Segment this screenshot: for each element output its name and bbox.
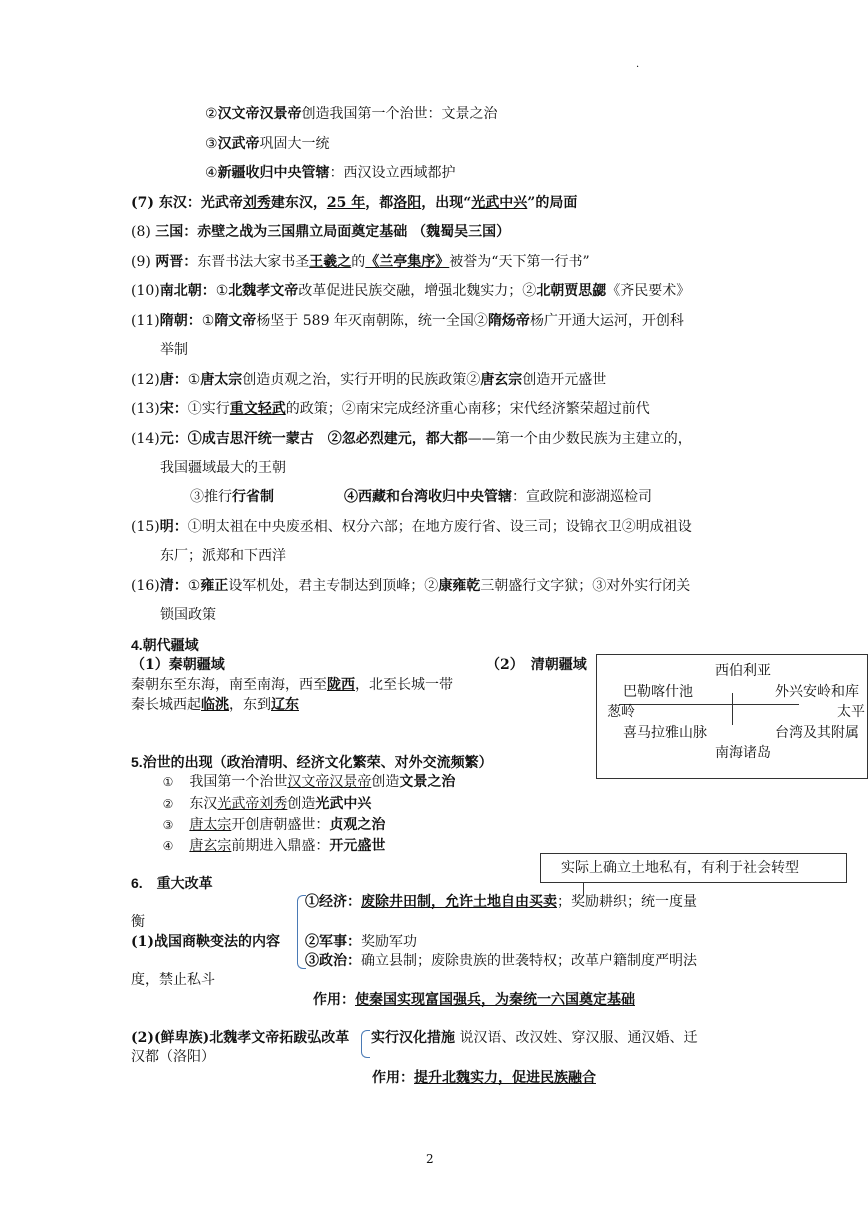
text: 前期进入鼎盛： xyxy=(231,838,330,854)
item-text: 创造开元盛世 xyxy=(522,372,607,388)
item-text: ①明太祖在中央废丞相、权分六部；在地方废行省、设三司；设锦衣卫②明成祖设 xyxy=(187,519,692,535)
item-emphasis: 北朝贾思勰 xyxy=(536,283,607,299)
shang-politics xyxy=(305,951,697,971)
item-label: 南北朝： xyxy=(159,283,216,299)
section-title-reforms: 6. 重大改革 xyxy=(131,875,213,891)
xiaowen-measures-cont: 汉都（洛阳） xyxy=(131,1049,215,1065)
item-xinjiang xyxy=(205,163,456,183)
item-ming xyxy=(131,517,692,537)
item-label: 清： xyxy=(159,578,188,594)
shang-economy-cont: 衡 xyxy=(131,914,145,930)
item-label: 隋朝： xyxy=(159,313,202,329)
item-text: 创造贞观之治，实行开明的民族政策② xyxy=(242,372,481,388)
list-marker: ④ xyxy=(162,839,174,853)
label: ②军事： xyxy=(305,934,361,950)
item-text: 改革促进民族交融，增强北魏实力；② xyxy=(298,283,537,299)
text: 秦朝东至东海，南至南海，西至 xyxy=(131,677,327,693)
item-song xyxy=(131,399,650,419)
item-text: 东晋书法大家书圣 xyxy=(197,254,310,270)
item-number: (7) xyxy=(131,195,154,211)
item-emphasis: 汉武帝 xyxy=(217,136,260,152)
item-qing xyxy=(131,576,690,596)
item-text: 《齐民要术》 xyxy=(606,283,691,299)
xiaowen-measures xyxy=(371,1028,697,1048)
golden-age-name: 开元盛世 xyxy=(329,838,386,854)
golden-age-item xyxy=(160,794,371,814)
item-liangjin xyxy=(131,252,590,272)
item-emphasis: 隋文帝 xyxy=(214,313,257,329)
underlined-place: 临洮 xyxy=(201,697,229,713)
text: ，东到 xyxy=(229,697,271,713)
item-number: (15) xyxy=(131,519,160,535)
label: 实行汉化措施 xyxy=(371,1030,455,1046)
text: ；奖励耕织；统一度量 xyxy=(557,894,697,910)
page-header-dot: · xyxy=(636,62,640,73)
item-suichao xyxy=(131,311,684,331)
callout-text: 实际上确立土地私有，有利于社会转型 xyxy=(561,860,799,876)
item-emphasis: 新疆收归中央管辖 xyxy=(217,165,330,181)
item-nanbeichao xyxy=(131,281,690,301)
map-southeast: 台湾及其附属 xyxy=(775,725,859,741)
text: 创造 xyxy=(287,796,316,812)
item-continuation: 东厂；派郑和下西洋 xyxy=(160,548,286,564)
map-southwest: 喜马拉雅山脉 xyxy=(623,725,707,741)
item-continuation: 我国疆域最大的王朝 xyxy=(160,460,286,476)
item-underlined: 重文轻武 xyxy=(229,401,286,417)
map-south: 南海诸岛 xyxy=(715,745,771,761)
list-marker: ② xyxy=(162,797,174,811)
item-text: 的政策；②南宋完成经济重心南移；宋代经济繁荣超过前代 xyxy=(285,401,650,417)
item-yuan-admin xyxy=(190,487,652,507)
item-label: 宋： xyxy=(159,401,188,417)
shang-effect xyxy=(313,990,635,1010)
item-text: 设军机处，君主专制达到顶峰；② xyxy=(228,578,439,594)
item-text: 杨广开通大运河，开创科 xyxy=(529,313,684,329)
item-text: ：西汉设立西域都护 xyxy=(329,165,456,181)
golden-age-item xyxy=(160,815,385,835)
golden-age-name: 文景之治 xyxy=(399,774,456,790)
item-emphasis: 唐太宗 xyxy=(200,372,243,388)
golden-age-name: 光武中兴 xyxy=(315,796,372,812)
qin-territory-line-1 xyxy=(131,675,453,695)
item-emphasis: 唐玄宗 xyxy=(480,372,523,388)
qin-territory-heading: （1）秦朝疆域 xyxy=(131,657,225,673)
text: 奖励军功 xyxy=(361,934,417,950)
qing-territory-heading: （2） 清朝疆域 xyxy=(486,657,587,673)
golden-age-item xyxy=(160,836,385,856)
underlined-place: 辽东 xyxy=(271,697,299,713)
xiaowen-reform-label: (2)(鲜卑族)北魏孝文帝拓跋弘改革 xyxy=(131,1030,350,1046)
item-label: 明： xyxy=(159,519,188,535)
item-text: ——第一个由少数民族为主建立的， xyxy=(467,431,692,447)
item-number: (14) xyxy=(131,431,160,447)
item-marker: ④ xyxy=(205,165,218,181)
item-text: ③推行 xyxy=(190,489,232,505)
item-han-wudi xyxy=(205,134,330,154)
underlined-ruler: 唐太宗 xyxy=(189,817,232,833)
item-text: 巩固大一统 xyxy=(259,136,330,152)
item-emphasis: ④西藏和台湾收归中央管辖 xyxy=(344,489,512,505)
map-west: 葱岭 xyxy=(607,704,635,720)
item-text: ，出现“ xyxy=(421,195,472,211)
text: ，北至长城一带 xyxy=(355,677,453,693)
text: 我国第一个治世 xyxy=(189,774,288,790)
item-label: 两晋： xyxy=(155,254,198,270)
item-text: 被誉为“天下第一行书” xyxy=(449,254,590,270)
item-text: ① xyxy=(187,578,201,594)
item-tang xyxy=(131,370,606,390)
item-continuation: 锁国政策 xyxy=(160,607,216,623)
item-number: (13) xyxy=(131,401,160,417)
item-number: (8) xyxy=(131,224,151,240)
qing-territory-diagram xyxy=(596,654,868,779)
text: 开创唐朝盛世： xyxy=(231,817,330,833)
map-north: 西伯利亚 xyxy=(715,663,771,679)
item-underlined: 洛阳 xyxy=(393,195,422,211)
item-text: ① xyxy=(187,372,201,388)
text: 东汉 xyxy=(189,796,218,812)
label: ①经济： xyxy=(305,894,361,910)
underlined-place: 陇西 xyxy=(327,677,355,693)
page-number: 2 xyxy=(426,1152,434,1166)
underlined-text: 提升北魏实力，促进民族融合 xyxy=(414,1070,596,1086)
item-number: (11) xyxy=(131,313,160,329)
item-text: 三国：赤壁之战为三国鼎立局面奠定基础 （魏蜀吴三国） xyxy=(155,224,511,240)
item-underlined: 《兰亭集序》 xyxy=(365,254,450,270)
item-emphasis: 康雍乾 xyxy=(438,578,481,594)
item-emphasis: 行省制 xyxy=(232,489,274,505)
underlined-ruler: 光武帝刘秀 xyxy=(217,796,288,812)
item-underlined: 刘秀 xyxy=(242,195,271,211)
golden-age-item xyxy=(160,772,455,792)
item-text: 杨坚于 589 年灭南朝陈，统一全国② xyxy=(256,313,488,329)
section-title-territory: 4.朝代疆域 xyxy=(131,637,199,653)
label: ③政治： xyxy=(305,953,361,969)
golden-age-name: 贞观之治 xyxy=(329,817,386,833)
diagram-vertical-line xyxy=(732,693,733,725)
item-emphasis: 雍正 xyxy=(200,578,229,594)
item-text: 的 xyxy=(351,254,366,270)
item-text: ① xyxy=(215,283,229,299)
item-emphasis: 隋炀帝 xyxy=(487,313,530,329)
shang-military xyxy=(305,932,417,952)
item-number: (16) xyxy=(131,578,160,594)
callout-box xyxy=(540,853,847,883)
xiaowen-effect xyxy=(372,1068,596,1088)
list-marker: ① xyxy=(162,775,174,789)
item-donghan xyxy=(131,193,577,213)
item-text: 东汉：光武帝 xyxy=(158,195,243,211)
xiaowen-brace xyxy=(361,1030,370,1058)
item-number: (12) xyxy=(131,372,160,388)
map-east: 太平 xyxy=(837,704,865,720)
item-number: (9) xyxy=(131,254,151,270)
item-text: ”的局面 xyxy=(527,195,578,211)
item-underlined: 王羲之 xyxy=(309,254,352,270)
item-underlined: 光武中兴 xyxy=(471,195,528,211)
item-han-wendi xyxy=(205,104,498,124)
shang-reform-label: (1)战国商鞅变法的内容 xyxy=(131,934,280,950)
item-text: ① xyxy=(201,313,215,329)
text: 说汉语、改汉姓、穿汉服、通汉婚、迁 xyxy=(459,1030,698,1046)
section-title-golden-ages: 5.治世的出现（政治清明、经济文化繁荣、对外交流频繁） xyxy=(131,754,493,770)
underlined-text: 使秦国实现富国强兵，为秦统一六国奠定基础 xyxy=(355,992,635,1008)
underlined-ruler: 唐玄宗 xyxy=(189,838,232,854)
diagram-horizontal-line xyxy=(619,704,799,705)
item-gap xyxy=(274,489,344,505)
item-text: 三朝盛行文字狱；③对外实行闭关 xyxy=(480,578,691,594)
item-label: 元：①成吉思汗统一蒙古 ②忽必烈建元，都大都 xyxy=(159,431,468,447)
shang-politics-cont: 度，禁止私斗 xyxy=(131,972,215,988)
underlined-text: 废除井田制，允许土地自由买卖 xyxy=(361,894,557,910)
item-marker: ② xyxy=(205,106,218,122)
item-marker: ③ xyxy=(205,136,218,152)
underlined-ruler: 汉文帝汉景帝 xyxy=(287,774,372,790)
item-emphasis: 汉文帝汉景帝 xyxy=(217,106,302,122)
item-emphasis: 北魏孝文帝 xyxy=(228,283,299,299)
item-label: 唐： xyxy=(159,372,188,388)
map-northeast: 外兴安岭和库 xyxy=(775,684,859,700)
label: 作用： xyxy=(372,1070,414,1086)
item-text: ①实行 xyxy=(187,401,230,417)
text: 确立县制；废除贵族的世袭特权；改革户籍制度严明法 xyxy=(361,953,697,969)
item-text: 创造我国第一个治世：文景之治 xyxy=(301,106,498,122)
label: 作用： xyxy=(313,992,355,1008)
text: 秦长城西起 xyxy=(131,697,201,713)
item-text: 建东汉， xyxy=(270,195,327,211)
item-continuation: 举制 xyxy=(160,342,188,358)
item-text: ，都 xyxy=(365,195,394,211)
qin-territory-line-2 xyxy=(131,695,299,715)
item-sanguo xyxy=(131,222,510,242)
shang-economy xyxy=(305,892,697,912)
list-marker: ③ xyxy=(162,818,174,832)
text: 创造 xyxy=(371,774,400,790)
map-northwest: 巴勒喀什池 xyxy=(623,684,693,700)
item-text: ：宣政院和澎湖巡检司 xyxy=(512,489,652,505)
item-yuan xyxy=(131,429,692,449)
item-underlined: 25 年 xyxy=(326,195,366,211)
item-number: (10) xyxy=(131,283,160,299)
